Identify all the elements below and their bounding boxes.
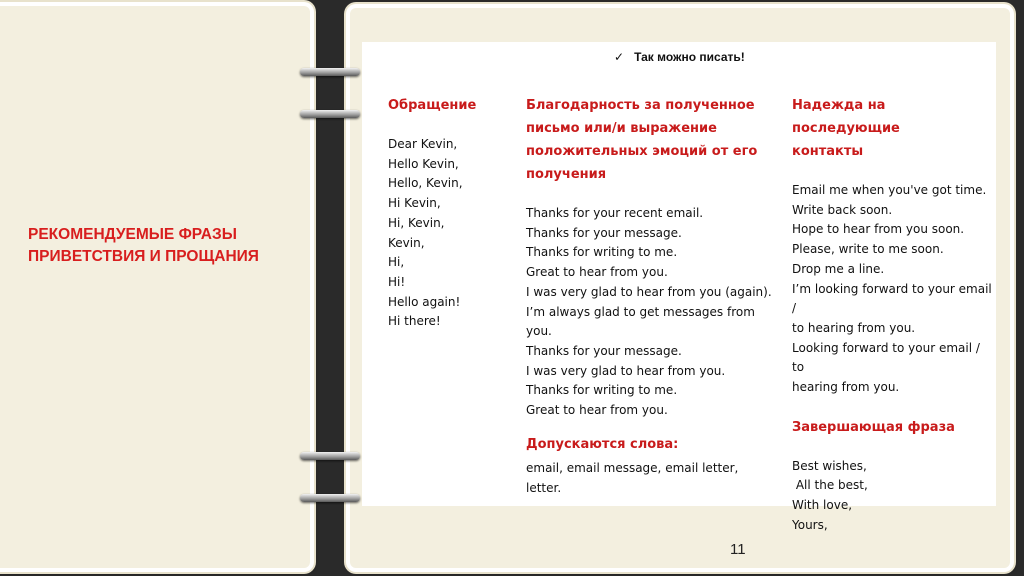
binder-ring xyxy=(300,494,360,502)
list-item: I was very glad to hear from you. xyxy=(526,363,726,378)
list-item: Thanks for your message. xyxy=(526,343,682,358)
column-heading xyxy=(792,94,992,163)
list-item: Thanks for your recent email. xyxy=(526,206,704,220)
list-item: Please, write to me soon. xyxy=(792,242,944,257)
list-item: to hearing from you. xyxy=(792,320,916,335)
binder-ring xyxy=(300,110,360,118)
list-item: All the best, xyxy=(792,478,868,493)
list-item: Email me when you've got time. xyxy=(792,183,987,197)
section-title-line: РЕКОМЕНДУЕМЫЕ ФРАЗЫ xyxy=(28,226,237,243)
column-greeting xyxy=(388,94,513,332)
section-title xyxy=(28,224,298,268)
list-item: Drop me a line. xyxy=(792,261,885,276)
phrase-list xyxy=(792,181,992,398)
list-item: Yours, xyxy=(792,517,828,532)
binder-ring xyxy=(300,452,360,460)
phrase-list xyxy=(526,204,776,421)
list-item: Kevin, xyxy=(388,235,425,250)
column-thanks xyxy=(526,94,776,498)
list-item: Hello Kevin, xyxy=(388,156,459,171)
list-item: hearing from you. xyxy=(792,380,900,395)
list-item: Hi, Kevin, xyxy=(388,215,445,230)
heading-line: письмо или/и выражение xyxy=(526,121,717,136)
list-item: With love, xyxy=(792,498,853,513)
column-future-contact xyxy=(792,94,992,536)
column-heading xyxy=(526,94,776,186)
section-title-line: ПРИВЕТСТВИЯ И ПРОЩАНИЯ xyxy=(28,248,259,265)
list-item: I was very glad to hear from you (again). xyxy=(526,284,772,299)
list-item: Thanks for your message. xyxy=(526,225,682,240)
list-item: Hi, xyxy=(388,255,405,270)
list-item: Write back soon. xyxy=(792,202,893,217)
closing-phrase-heading: Завершающая фраза xyxy=(792,419,955,435)
list-item: Hello, Kevin, xyxy=(388,176,463,191)
heading-line: получения xyxy=(526,167,607,182)
list-item: Great to hear from you. xyxy=(526,265,668,280)
page-number: 11 xyxy=(730,541,746,558)
column-heading: Обращение xyxy=(388,98,477,113)
list-item: letter. xyxy=(526,480,562,495)
list-item: Dear Kevin, xyxy=(388,137,458,151)
heading-line: Надежда на последующие xyxy=(792,98,900,136)
phrase-list xyxy=(388,135,513,332)
list-item: Hope to hear from you soon. xyxy=(792,222,965,237)
list-item: Hi there! xyxy=(388,314,441,329)
content-sheet xyxy=(362,42,996,532)
heading-line: контакты xyxy=(792,144,864,159)
list-item: I’m always glad to get messages from xyxy=(526,304,755,319)
list-item: Hi Kevin, xyxy=(388,196,441,211)
binder-ring xyxy=(300,68,360,76)
list-item: Best wishes, xyxy=(792,458,867,473)
list-item: email, email message, email letter, xyxy=(526,460,739,475)
allowed-words-heading: Допускаются слова: xyxy=(526,436,679,452)
heading-line: Благодарность за полученное xyxy=(526,98,755,113)
list-item: I’m looking forward to your email / xyxy=(792,281,992,316)
check-note xyxy=(614,50,745,64)
list-item: Thanks for writing to me. xyxy=(526,245,678,260)
list-item: Looking forward to your email / to xyxy=(792,340,980,375)
left-page xyxy=(0,6,310,568)
check-note-text: Так можно писать! xyxy=(634,50,745,64)
list-item: you. xyxy=(526,324,552,339)
list-item: Hello again! xyxy=(388,294,461,309)
check-icon: ✓ xyxy=(614,50,625,64)
list-item: Great to hear from you. xyxy=(526,403,668,418)
list-item: Hi! xyxy=(388,274,406,289)
allowed-words-list xyxy=(526,458,776,498)
closing-phrase-list xyxy=(792,457,992,536)
heading-line: положительных эмоций от его xyxy=(526,144,758,159)
list-item: Thanks for writing to me. xyxy=(526,383,678,398)
